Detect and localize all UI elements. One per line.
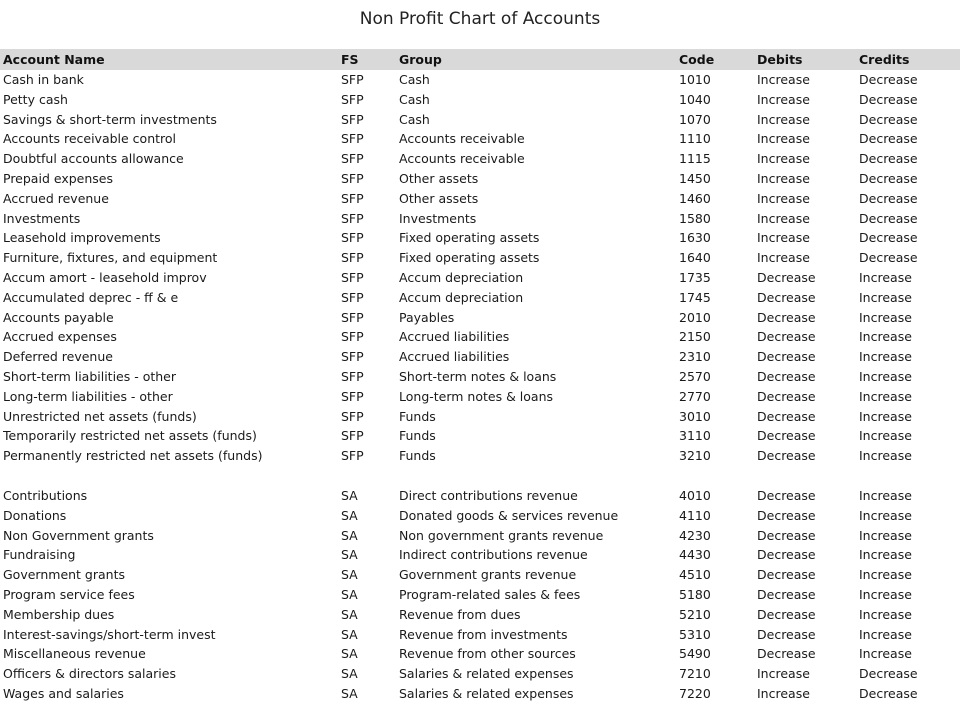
table-row	[0, 367, 960, 387]
debits-cell: Decrease	[757, 269, 816, 285]
table-row	[0, 545, 960, 565]
credits-cell: Increase	[859, 269, 912, 285]
account-name-cell: Furniture, fixtures, and equipment	[3, 250, 218, 266]
table-row	[0, 110, 960, 130]
group-cell: Accounts receivable	[399, 151, 525, 167]
table-row	[0, 268, 960, 288]
credits-cell: Increase	[859, 606, 912, 622]
group-cell: Other assets	[399, 170, 479, 186]
group-cell: Other assets	[399, 190, 479, 206]
table-row	[0, 189, 960, 209]
fs-cell: SFP	[341, 190, 364, 206]
code-cell: 1040	[679, 91, 711, 107]
account-name-cell: Short-term liabilities - other	[3, 368, 177, 384]
group-cell: Donated goods & services revenue	[399, 507, 619, 523]
table-row	[0, 446, 960, 466]
code-cell: 1580	[679, 210, 711, 226]
code-cell: 4010	[679, 487, 711, 503]
account-name-cell: Leasehold improvements	[3, 230, 161, 246]
table-row	[0, 585, 960, 605]
account-name-cell: Non Government grants	[3, 527, 154, 543]
fs-cell: SA	[341, 646, 358, 662]
credits-cell: Increase	[859, 428, 912, 444]
code-cell: 2570	[679, 368, 711, 384]
table-row	[0, 506, 960, 526]
debits-cell: Increase	[757, 250, 810, 266]
code-cell: 3010	[679, 408, 711, 424]
fs-cell: SFP	[341, 250, 364, 266]
table-row	[0, 169, 960, 189]
account-name-cell: Accum amort - leasehold improv	[3, 269, 207, 285]
table-row	[0, 288, 960, 308]
fs-cell: SFP	[341, 309, 364, 325]
code-cell: 4110	[679, 507, 711, 523]
code-cell: 5310	[679, 626, 711, 642]
table-row	[0, 248, 960, 268]
debits-cell: Decrease	[757, 646, 816, 662]
group-cell: Salaries & related expenses	[399, 666, 574, 682]
code-cell: 5210	[679, 606, 711, 622]
credits-cell: Decrease	[859, 151, 918, 167]
group-cell: Fixed operating assets	[399, 250, 540, 266]
table-row	[0, 605, 960, 625]
group-cell: Funds	[399, 448, 436, 464]
group-cell: Short-term notes & loans	[399, 368, 557, 384]
code-cell: 1460	[679, 190, 711, 206]
group-cell: Salaries & related expenses	[399, 685, 574, 701]
debits-cell: Increase	[757, 111, 810, 127]
group-cell: Accounts receivable	[399, 131, 525, 147]
account-name-cell: Cash in bank	[3, 72, 84, 87]
credits-cell: Increase	[859, 507, 912, 523]
credits-cell: Decrease	[859, 666, 918, 682]
table-row	[0, 347, 960, 367]
fs-cell: SFP	[341, 349, 364, 365]
fs-cell: SA	[341, 685, 358, 701]
fs-cell: SFP	[341, 91, 364, 107]
debits-cell: Decrease	[757, 507, 816, 523]
debits-cell: Decrease	[757, 309, 816, 325]
credits-cell: Increase	[859, 586, 912, 602]
code-cell: 2310	[679, 349, 711, 365]
account-name-cell: Interest-savings/short-term invest	[3, 626, 216, 642]
credits-cell: Decrease	[859, 685, 918, 701]
credits-cell: Increase	[859, 547, 912, 563]
fs-cell: SA	[341, 626, 358, 642]
code-cell: 2150	[679, 329, 711, 345]
group-cell: Direct contributions revenue	[399, 487, 578, 503]
group-cell: Accrued liabilities	[399, 349, 510, 365]
debits-cell: Decrease	[757, 448, 816, 464]
group-cell: Program-related sales & fees	[399, 586, 581, 602]
debits-cell: Decrease	[757, 626, 816, 642]
debits-cell: Decrease	[757, 586, 816, 602]
credits-cell: Increase	[859, 309, 912, 325]
sfp-section	[0, 70, 960, 466]
code-cell: 4230	[679, 527, 711, 543]
debits-cell: Decrease	[757, 567, 816, 583]
fs-cell: SA	[341, 586, 358, 602]
account-name-cell: Doubtful accounts allowance	[3, 151, 184, 167]
table-row	[0, 486, 960, 506]
table-row	[0, 426, 960, 446]
table-row	[0, 129, 960, 149]
credits-cell: Increase	[859, 626, 912, 642]
table-row	[0, 228, 960, 248]
account-name-cell: Prepaid expenses	[3, 170, 113, 186]
header-code: Code	[679, 52, 715, 67]
account-name-cell: Contributions	[3, 487, 88, 503]
fs-cell: SFP	[341, 329, 364, 345]
page-title: Non Profit Chart of Accounts	[359, 9, 601, 29]
account-name-cell: Accumulated deprec - ff & e	[3, 289, 179, 305]
debits-cell: Decrease	[757, 329, 816, 345]
table-row	[0, 565, 960, 585]
header-group: Group	[399, 52, 442, 67]
debits-cell: Increase	[757, 151, 810, 167]
credits-cell: Increase	[859, 408, 912, 424]
table-row	[0, 526, 960, 546]
group-cell: Revenue from other sources	[399, 646, 576, 662]
account-name-cell: Donations	[3, 507, 67, 523]
account-name-cell: Government grants	[3, 567, 125, 583]
group-cell: Revenue from dues	[399, 606, 521, 622]
debits-cell: Increase	[757, 72, 810, 87]
debits-cell: Decrease	[757, 547, 816, 563]
account-name-cell: Temporarily restricted net assets (funds)	[3, 428, 257, 444]
code-cell: 4430	[679, 547, 711, 563]
credits-cell: Decrease	[859, 111, 918, 127]
credits-cell: Decrease	[859, 230, 918, 246]
code-cell: 5180	[679, 586, 711, 602]
table-row	[0, 70, 960, 90]
credits-cell: Decrease	[859, 72, 918, 87]
group-cell: Funds	[399, 408, 436, 424]
fs-cell: SFP	[341, 448, 364, 464]
account-name-cell: Savings & short-term investments	[3, 111, 217, 127]
fs-cell: SFP	[341, 289, 364, 305]
code-cell: 1735	[679, 269, 711, 285]
code-cell: 2010	[679, 309, 711, 325]
credits-cell: Increase	[859, 368, 912, 384]
code-cell: 1745	[679, 289, 711, 305]
code-cell: 4510	[679, 567, 711, 583]
debits-cell: Increase	[757, 91, 810, 107]
account-name-cell: Accounts receivable control	[3, 131, 177, 147]
code-cell: 3210	[679, 448, 711, 464]
credits-cell: Increase	[859, 329, 912, 345]
table-row	[0, 308, 960, 328]
fs-cell: SFP	[341, 408, 364, 424]
fs-cell: SFP	[341, 210, 364, 226]
fs-cell: SFP	[341, 428, 364, 444]
debits-cell: Decrease	[757, 368, 816, 384]
account-name-cell: Accounts payable	[3, 309, 114, 325]
account-name-cell: Membership dues	[3, 606, 115, 622]
code-cell: 1630	[679, 230, 711, 246]
fs-cell: SA	[341, 507, 358, 523]
group-cell: Cash	[399, 91, 430, 107]
fs-cell: SFP	[341, 72, 364, 87]
code-cell: 2770	[679, 388, 711, 404]
fs-cell: SA	[341, 666, 358, 682]
credits-cell: Increase	[859, 567, 912, 583]
account-name-cell: Miscellaneous revenue	[3, 646, 146, 662]
credits-cell: Increase	[859, 349, 912, 365]
fs-cell: SA	[341, 606, 358, 622]
table-row	[0, 664, 960, 684]
fs-cell: SFP	[341, 111, 364, 127]
credits-cell: Decrease	[859, 131, 918, 147]
table-header-row	[0, 49, 960, 70]
debits-cell: Decrease	[757, 428, 816, 444]
credits-cell: Decrease	[859, 170, 918, 186]
code-cell: 1450	[679, 170, 711, 186]
fs-cell: SA	[341, 547, 358, 563]
account-name-cell: Investments	[3, 210, 81, 226]
account-name-cell: Officers & directors salaries	[3, 666, 176, 682]
fs-cell: SFP	[341, 230, 364, 246]
fs-cell: SFP	[341, 269, 364, 285]
group-cell: Government grants revenue	[399, 567, 577, 583]
section-spacer	[0, 466, 960, 486]
fs-cell: SFP	[341, 368, 364, 384]
fs-cell: SA	[341, 487, 358, 503]
table-row	[0, 209, 960, 229]
group-cell: Revenue from investments	[399, 626, 568, 642]
group-cell: Long-term notes & loans	[399, 388, 554, 404]
debits-cell: Increase	[757, 170, 810, 186]
account-name-cell: Accrued expenses	[3, 329, 117, 345]
credits-cell: Increase	[859, 289, 912, 305]
table-row	[0, 625, 960, 645]
account-name-cell: Fundraising	[3, 547, 76, 563]
group-cell: Accum depreciation	[399, 289, 524, 305]
code-cell: 1070	[679, 111, 711, 127]
code-cell: 3110	[679, 428, 711, 444]
sa-section	[0, 486, 960, 704]
chart-of-accounts-table	[0, 49, 960, 704]
fs-cell: SFP	[341, 151, 364, 167]
fs-cell: SFP	[341, 131, 364, 147]
debits-cell: Increase	[757, 666, 810, 682]
fs-cell: SA	[341, 527, 358, 543]
code-cell: 7210	[679, 666, 711, 682]
credits-cell: Increase	[859, 527, 912, 543]
group-cell: Payables	[399, 309, 455, 325]
fs-cell: SA	[341, 567, 358, 583]
debits-cell: Decrease	[757, 388, 816, 404]
table-row	[0, 644, 960, 664]
group-cell: Fixed operating assets	[399, 230, 540, 246]
code-cell: 1010	[679, 72, 711, 87]
code-cell: 1115	[679, 151, 711, 167]
code-cell: 1110	[679, 131, 711, 147]
account-name-cell: Deferred revenue	[3, 349, 113, 365]
group-cell: Cash	[399, 111, 430, 127]
credits-cell: Decrease	[859, 91, 918, 107]
debits-cell: Decrease	[757, 289, 816, 305]
group-cell: Cash	[399, 72, 430, 87]
account-name-cell: Petty cash	[3, 91, 68, 107]
account-name-cell: Program service fees	[3, 586, 135, 602]
table-row	[0, 407, 960, 427]
header-account-name: Account Name	[3, 52, 105, 67]
table-row	[0, 684, 960, 704]
group-cell: Non government grants revenue	[399, 527, 604, 543]
debits-cell: Decrease	[757, 487, 816, 503]
credits-cell: Increase	[859, 388, 912, 404]
table-row	[0, 90, 960, 110]
debits-cell: Decrease	[757, 527, 816, 543]
debits-cell: Decrease	[757, 349, 816, 365]
credits-cell: Decrease	[859, 190, 918, 206]
account-name-cell: Wages and salaries	[3, 685, 124, 701]
credits-cell: Increase	[859, 487, 912, 503]
header-debits: Debits	[757, 52, 803, 67]
credits-cell: Increase	[859, 448, 912, 464]
group-cell: Accrued liabilities	[399, 329, 510, 345]
account-name-cell: Long-term liabilities - other	[3, 388, 173, 404]
table-row	[0, 149, 960, 169]
code-cell: 7220	[679, 685, 711, 701]
group-cell: Indirect contributions revenue	[399, 547, 588, 563]
debits-cell: Decrease	[757, 606, 816, 622]
header-credits: Credits	[859, 52, 910, 67]
group-cell: Investments	[399, 210, 477, 226]
header-fs: FS	[341, 52, 359, 67]
code-cell: 5490	[679, 646, 711, 662]
credits-cell: Increase	[859, 646, 912, 662]
debits-cell: Decrease	[757, 408, 816, 424]
debits-cell: Increase	[757, 210, 810, 226]
fs-cell: SFP	[341, 170, 364, 186]
code-cell: 1640	[679, 250, 711, 266]
table-row	[0, 327, 960, 347]
debits-cell: Increase	[757, 190, 810, 206]
group-cell: Funds	[399, 428, 436, 444]
credits-cell: Decrease	[859, 250, 918, 266]
account-name-cell: Accrued revenue	[3, 190, 109, 206]
table-row	[0, 387, 960, 407]
debits-cell: Increase	[757, 230, 810, 246]
account-name-cell: Unrestricted net assets (funds)	[3, 408, 197, 424]
group-cell: Accum depreciation	[399, 269, 524, 285]
account-name-cell: Permanently restricted net assets (funds)	[3, 448, 263, 464]
debits-cell: Increase	[757, 131, 810, 147]
fs-cell: SFP	[341, 388, 364, 404]
credits-cell: Decrease	[859, 210, 918, 226]
debits-cell: Increase	[757, 685, 810, 701]
